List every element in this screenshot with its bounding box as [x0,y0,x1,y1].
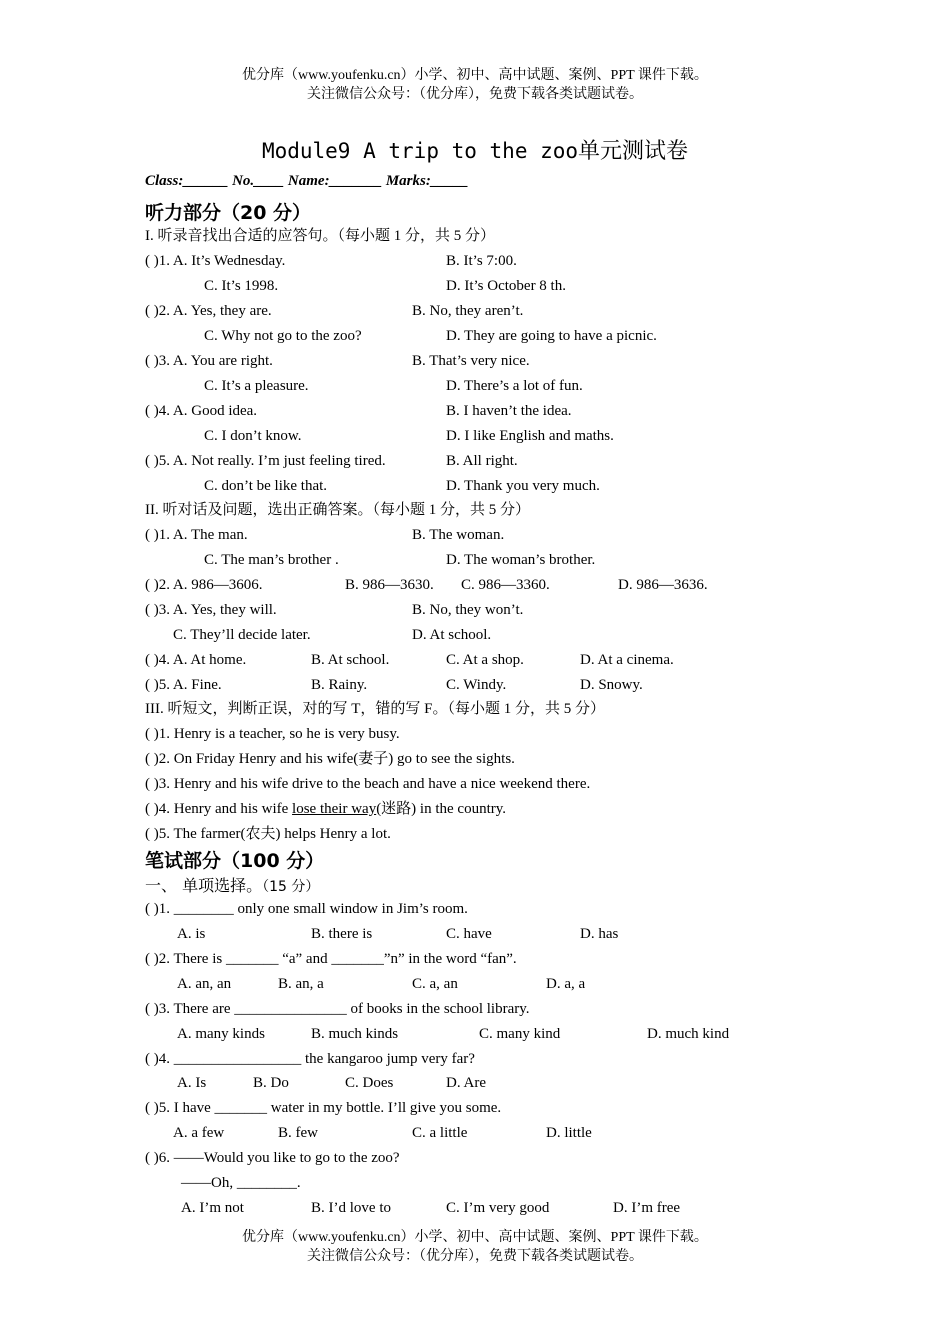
option-b: B. I’d love to [311,1200,391,1216]
option-c: C. Windy. [446,677,507,693]
question-stem: ( )3. A. You are right. [145,353,273,369]
header-line-1: 优分库（www.youfenku.cn）小学、初中、高中试题、案例、PPT 课件下载。 [242,68,708,83]
option-c: C. I’m very good [446,1200,550,1216]
section-points: （15 分） [262,879,320,895]
option-a: A. is [177,926,206,942]
item-text: ( )4. Henry and his wife [145,801,293,817]
option-c: C. It’s 1998. [204,278,279,294]
underlined-phrase: lose their way [292,801,377,817]
option-b: B. At school. [311,652,390,668]
option-b: B. No, they aren’t. [412,303,524,319]
header-line-2: 关注微信公众号：（优分库），免费下载各类试题试卷。 [307,87,643,102]
option-d: D. I like English and maths. [446,428,614,444]
option-d: D. At school. [412,627,492,643]
page-footer [0,1228,950,1266]
option-b: B. All right. [446,453,518,469]
option-c: C. It’s a pleasure. [204,378,309,394]
question-stem: ( )4. _________________ the kangaroo jump very far? [145,1051,475,1067]
question-stem: ( )1. A. It’s Wednesday. [145,253,286,269]
option-d: D. a, a [546,976,586,992]
option-d: D. Snowy. [580,677,643,693]
true-false-item: ( )3. Henry and his wife drive to the beach and have a nice weekend there. [145,776,591,792]
item-text: (迷路) in the country. [376,801,507,817]
true-false-item [145,799,506,819]
option-d: D. There’s a lot of fun. [446,378,583,394]
option-d: D. 986—3636. [618,577,708,593]
option-b: B. It’s 7:00. [446,253,517,269]
option-c: C. a, an [412,976,458,992]
option-c: C. Does [345,1075,394,1091]
option-b: B. there is [311,926,373,942]
question-stem: ( )1. ________ only one small window in Jim’s room. [145,901,468,917]
option-c: C. At a shop. [446,652,524,668]
option-b: B. That’s very nice. [412,353,530,369]
true-false-item: ( )5. The farmer(农夫) helps Henry a lot. [145,826,391,842]
question-stem: ( )2. There is _______ “a” and _______”n” in the word “fan”. [145,951,517,967]
page-title [0,134,950,165]
option-b: B. No, they won’t. [412,602,524,618]
option-b: B. Do [253,1075,289,1091]
option-c: C. many kind [479,1026,561,1042]
page-header [0,66,950,104]
true-false-item: ( )1. Henry is a teacher, so he is very busy. [145,726,400,742]
question-stem: ( )3. A. Yes, they will. [145,602,277,618]
question-stem: ( )5. A. Fine. [145,677,222,693]
question-stem: ( )2. A. Yes, they are. [145,303,272,319]
option-b: B. an, a [278,976,324,992]
option-a: A. Is [177,1075,207,1091]
option-d: D. Are [446,1075,486,1091]
option-d: D. They are going to have a picnic. [446,328,657,344]
dialogue-reply: ——Oh, ________. [181,1175,301,1191]
option-c: C. They’ll decide later. [173,627,311,643]
option-b: B. few [278,1125,318,1141]
option-a: A. many kinds [177,1026,265,1042]
question-stem: ( )3. There are _______________ of books in the school library. [145,1001,530,1017]
title-english: Module9 A trip to the zoo [261,139,579,163]
listening-heading: 听力部分（20 分） [145,202,312,224]
option-a: A. a few [173,1125,225,1141]
section-title: 一、 单项选择。 [145,876,263,895]
footer-line-2: 关注微信公众号：（优分库），免费下载各类试题试卷。 [307,1249,643,1264]
listening-sec3-instruction: III. 听短文，判断正误，对的写 T，错的写 F。（每小题 1 分，共 5 分） [145,701,605,717]
listening-sec1-instruction: I. 听录音找出合适的应答句。（每小题 1 分，共 5 分） [145,228,495,244]
option-c: C. have [446,926,492,942]
listening-sec2-instruction: II. 听对话及问题，选出正确答案。（每小题 1 分，共 5 分） [145,502,530,518]
option-d: D. At a cinema. [580,652,674,668]
student-info-line: Class:______ No.____ Name:_______ Marks:_____ [145,173,469,189]
option-b: B. Rainy. [311,677,368,693]
option-d: D. It’s October 8 th. [446,278,566,294]
option-d: D. The woman’s brother. [446,552,596,568]
option-b: B. much kinds [311,1026,399,1042]
question-stem: ( )5. A. Not really. I’m just feeling tired. [145,453,386,469]
question-stem: ( )6. ——Would you like to go to the zoo? [145,1150,400,1166]
question-stem: ( )5. I have _______ water in my bottle. I’ll give you some. [145,1100,502,1116]
section-heading [145,873,319,896]
question-stem: ( )4. A. At home. [145,652,247,668]
footer-line-1: 优分库（www.youfenku.cn）小学、初中、高中试题、案例、PPT 课件下载。 [242,1230,708,1245]
option-d: D. much kind [647,1026,730,1042]
question-stem: ( )1. A. The man. [145,527,248,543]
question-stem: ( )2. A. 986—3606. [145,577,263,593]
title-chinese: 单元测试卷 [578,139,689,164]
question-stem: ( )4. A. Good idea. [145,403,258,419]
option-d: D. Thank you very much. [446,478,600,494]
option-a: A. I’m not [181,1200,244,1216]
option-c: C. I don’t know. [204,428,302,444]
true-false-item: ( )2. On Friday Henry and his wife(妻子) go to see the sights. [145,751,515,767]
option-c: C. 986—3360. [461,577,550,593]
option-c: C. a little [412,1125,468,1141]
option-d: D. has [580,926,619,942]
option-b: B. The woman. [412,527,505,543]
option-d: D. little [546,1125,592,1141]
option-c: C. The man’s brother . [204,552,339,568]
option-a: A. an, an [177,976,232,992]
option-b: B. 986—3630. [345,577,434,593]
option-b: B. I haven’t the idea. [446,403,572,419]
written-heading: 笔试部分（100 分） [145,850,325,872]
option-c: C. don’t be like that. [204,478,328,494]
option-c: C. Why not go to the zoo? [204,328,362,344]
option-d: D. I’m free [613,1200,681,1216]
